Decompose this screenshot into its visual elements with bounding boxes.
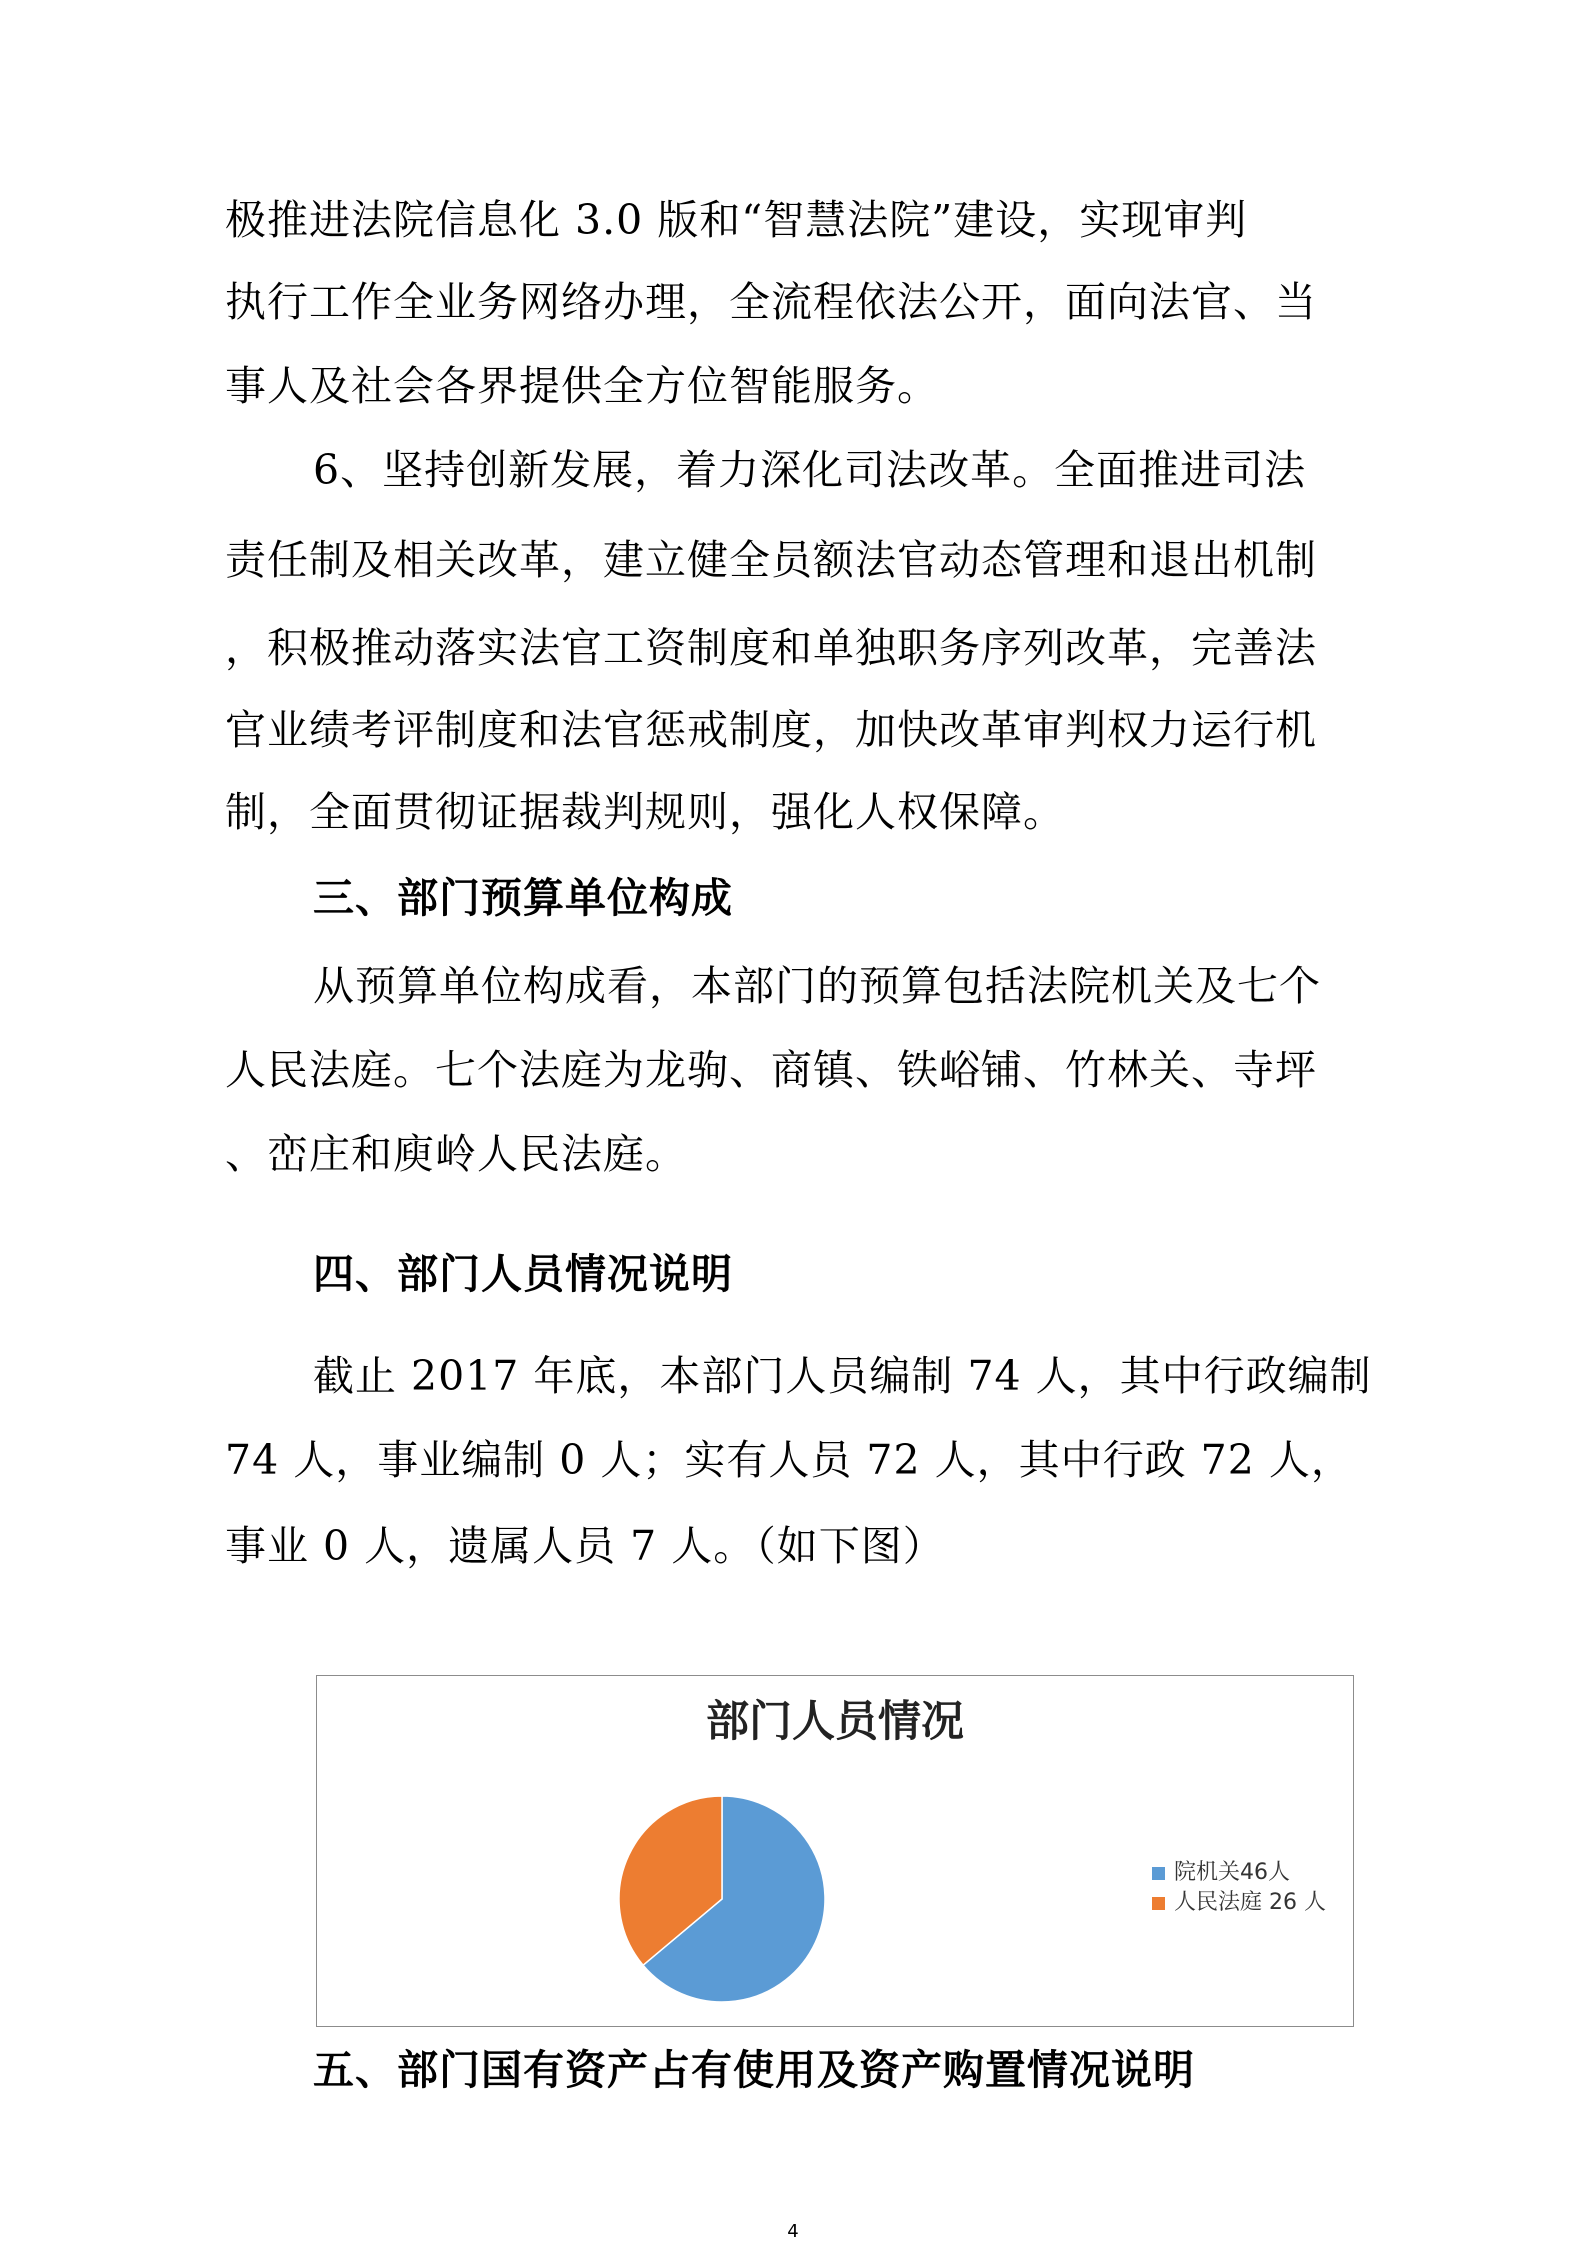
pie-plot-area	[617, 1794, 827, 2004]
text-line: 6、坚持创新发展，着力深化司法改革。全面推进司法	[313, 446, 1307, 494]
text-line: 责任制及相关改革，建立健全员额法官动态管理和退出机制	[225, 536, 1317, 584]
text-line: 制，全面贯彻证据裁判规则，强化人权保障。	[225, 788, 1065, 836]
chart-legend	[1152, 1858, 1332, 1918]
legend-swatch	[1152, 1867, 1165, 1880]
section-heading: 四、部门人员情况说明	[313, 1250, 733, 1298]
legend-label: 院机关46人	[1174, 1860, 1290, 1885]
text-line: 执行工作全业务网络办理，全流程依法公开，面向法官、当	[225, 278, 1317, 326]
chart-title: 部门人员情况	[706, 1697, 964, 1747]
text-line: 官业绩考评制度和法官惩戒制度，加快改革审判权力运行机	[225, 706, 1317, 754]
text-line: 截止 2017 年底，本部门人员编制 74 人，其中行政编制	[313, 1352, 1372, 1400]
text-line: 74 人，事业编制 0 人；实有人员 72 人，其中行政 72 人，	[225, 1436, 1353, 1484]
legend-item-1	[1152, 1888, 1332, 1918]
text-line: 事人及社会各界提供全方位智能服务。	[225, 362, 939, 410]
legend-swatch	[1152, 1897, 1165, 1910]
text-line: 极推进法院信息化 3.0 版和“智慧法院”建设，实现审判	[225, 196, 1248, 244]
legend-item-0	[1152, 1858, 1332, 1888]
text-line: 从预算单位构成看，本部门的预算包括法院机关及七个	[313, 962, 1321, 1010]
legend-label: 人民法庭 26 人	[1174, 1890, 1326, 1915]
section-heading: 五、部门国有资产占有使用及资产购置情况说明	[313, 2046, 1195, 2094]
text-line: 、峦庄和庾岭人民法庭。	[225, 1130, 687, 1178]
section-heading: 三、部门预算单位构成	[313, 874, 733, 922]
text-line: 事业 0 人，遗属人员 7 人。（如下图）	[225, 1522, 945, 1570]
text-line: 人民法庭。七个法庭为龙驹、商镇、铁峪铺、竹林关、寺坪	[225, 1046, 1317, 1094]
pie-chart	[316, 1675, 1354, 2027]
page-number: 4	[787, 2221, 799, 2242]
text-line: ，积极推动落实法官工资制度和单独职务序列改革，完善法	[225, 624, 1317, 672]
